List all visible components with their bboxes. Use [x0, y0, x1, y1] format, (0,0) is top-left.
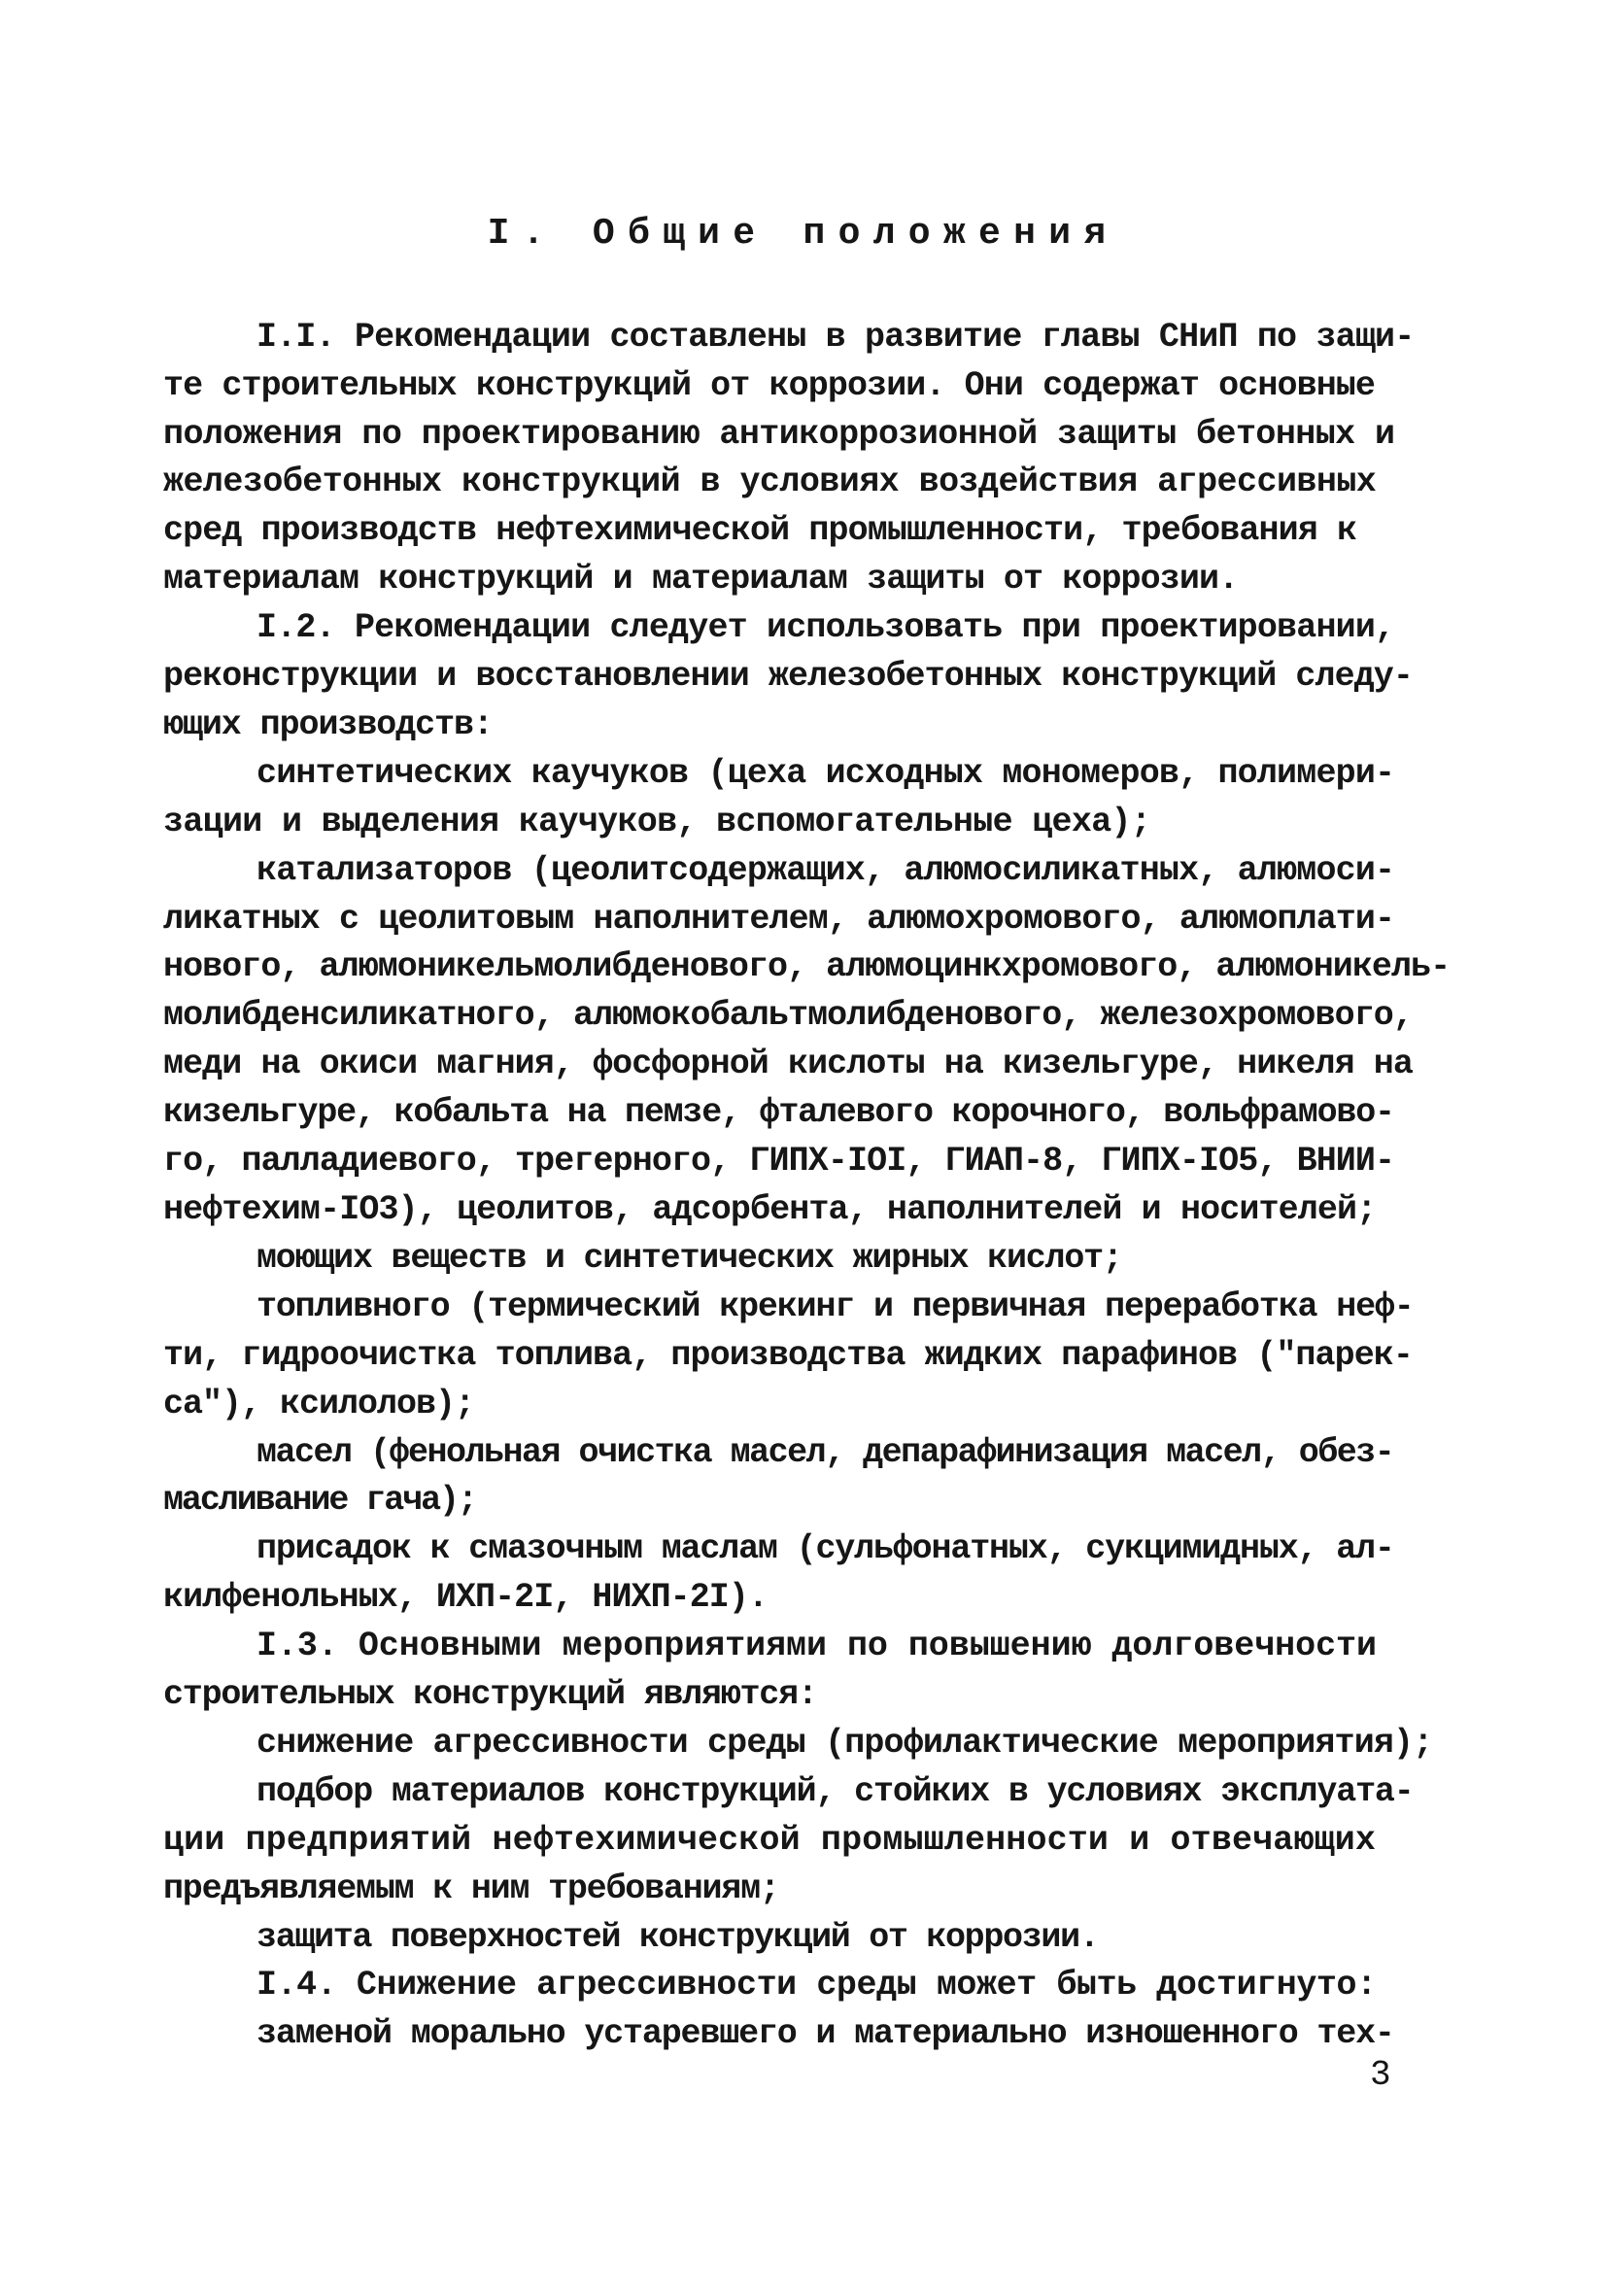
text-line: железобетонных конструкций в условиях воздействия агрессивных — [163, 463, 1377, 501]
text-line: са"), ксилолов); — [163, 1385, 475, 1423]
text-line: нефтехим-IO3), цеолитов, адсорбента, наполнителей и носителей; — [163, 1190, 1377, 1229]
text-line: зации и выделения каучуков, вспомогательные цеха); — [163, 803, 1151, 841]
text-line: ющих производств: — [163, 705, 493, 744]
section-heading: I. Общие положения — [487, 213, 1119, 255]
text-line: килфенольных, ИХП-2I, НИХП-2I). — [163, 1578, 768, 1617]
text-line: I.3. Основными мероприятиями по повышению долговечности — [256, 1627, 1377, 1665]
text-line: защита поверхностей конструкций от коррозии. — [256, 1918, 1099, 1957]
text-line: положения по проектированию антикоррозионной защиты бетонных и — [163, 415, 1395, 454]
text-line: реконструкции и восстановлении железобетонных конструкций следу- — [163, 657, 1413, 696]
text-line: присадок к смазочным маслам (сульфонатных, сукцимидных, ал- — [256, 1529, 1394, 1568]
text-line: ции предприятий нефтехимической промышленности и отвечающих — [163, 1821, 1377, 1860]
text-line: подбор материалов конструкций, стойких в условиях эксплуата- — [256, 1772, 1414, 1811]
text-line: молибденсиликатного, алюмокобальтмолибденового, железохромового, — [163, 996, 1413, 1035]
text-line: го, палладиевого, трегерного, ГИПХ-IOI, ГИАП-8, ГИПХ-IO5, ВНИИ- — [163, 1142, 1395, 1181]
text-line: предъявляемым к ним требованиям; — [163, 1869, 779, 1908]
text-line: сред производств нефтехимической промышленности, требования к — [163, 511, 1357, 550]
text-line: I.2. Рекомендации следует использовать при проектировании, — [256, 608, 1395, 647]
text-line: нового, алюмоникельмолибденового, алюмоцинкхромового, алюмоникель- — [163, 947, 1451, 986]
text-line: те строительных конструкций от коррозии. Они содержат основные — [163, 366, 1376, 405]
text-line: заменой морально устаревшего и материально изношенного тех- — [256, 2014, 1394, 2053]
text-line: катализаторов (цеолитсодержащих, алюмосиликатных, алюмоси- — [256, 851, 1395, 890]
text-line: снижение агрессивности среды (профилактические мероприятия); — [256, 1724, 1433, 1763]
text-line: ти, гидроочистка топлива, производства жидких парафинов ("парек- — [163, 1336, 1413, 1375]
text-line: I.I. Рекомендации составлены в развитие главы СНиП по защи- — [256, 318, 1415, 357]
text-line: строительных конструкций являются: — [163, 1675, 817, 1714]
text-line: масливание гача); — [163, 1481, 476, 1520]
text-line: топливного (термический крекинг и первичная переработка неф- — [256, 1287, 1414, 1326]
text-line: моющих веществ и синтетических жирных кислот; — [256, 1239, 1122, 1278]
text-line: масел (фенольная очистка масел, депарафинизация масел, обез- — [256, 1433, 1394, 1472]
text-line: ликатных с цеолитовым наполнителем, алюмохромового, алюмоплати- — [163, 900, 1395, 939]
text-line: I.4. Снижение агрессивности среды может быть достигнуто: — [256, 1966, 1377, 2005]
text-line: кизельгуре, кобальта на пемзе, фталевого корочного, вольфрамово- — [163, 1093, 1394, 1132]
text-line: меди на окиси магния, фосфорной кислоты на кизельгуре, никеля на — [163, 1045, 1413, 1083]
page-number: 3 — [1370, 2055, 1391, 2095]
text-line: синтетических каучуков (цеха исходных мономеров, полимери- — [256, 754, 1395, 793]
text-line: материалам конструкций и материалам защиты от коррозии. — [163, 560, 1239, 599]
